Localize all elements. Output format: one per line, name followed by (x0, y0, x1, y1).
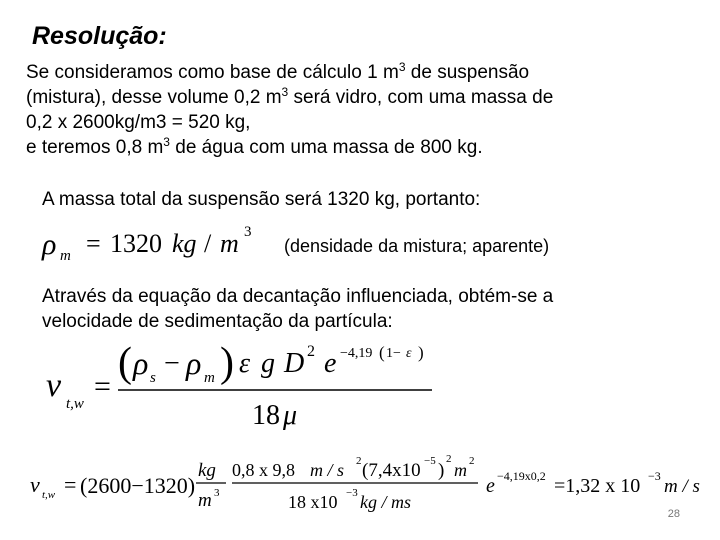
exponent-one-minus: 1− (386, 346, 401, 361)
fraction2-unit-exponent: 2 (356, 455, 362, 467)
diameter-square: 2 (446, 453, 452, 465)
fraction2-numerator-unit: m / s (310, 460, 345, 480)
right-paren: ) (220, 340, 234, 386)
page-number: 28 (667, 508, 680, 520)
velocity-intro-paragraph (42, 284, 702, 334)
fraction2-numerator-values: 0,8 x 9,8 (232, 460, 295, 480)
numeric-equation (26, 450, 710, 520)
equals-sign: = (64, 472, 77, 497)
text: (mistura), desse volume 0,2 m (26, 87, 282, 108)
exponent-coef: −4,19 (340, 346, 373, 361)
rho-s: ρ (133, 345, 149, 381)
epsilon: ε (239, 348, 251, 379)
intro-paragraph (26, 60, 706, 160)
velocity-subscript: t,w (42, 489, 56, 501)
text: Se consideramos como base de cálculo 1 m (26, 62, 399, 83)
fraction2-denominator: 18 x10 (288, 492, 338, 512)
total-mass-text: A massa total da suspensão será 1320 kg, portanto: (42, 189, 481, 210)
intro-line-3: 0,2 x 2600kg/m3 = 520 kg, (26, 112, 251, 133)
fraction1-exponent: 3 (214, 487, 220, 499)
velocity-intro-line-2: velocidade de sedimentação da partícula: (42, 311, 393, 332)
velocity-formula (40, 338, 460, 438)
velocity-symbol: v (30, 472, 40, 497)
minus-sign: − (164, 348, 180, 379)
equals-sign: = (94, 370, 111, 403)
particle-diameter: (7,4x10 (362, 460, 421, 481)
fraction2-area-unit: m (454, 460, 467, 480)
rho-symbol: ρ (42, 228, 57, 261)
unit-slash: / (204, 229, 212, 258)
result-unit: m / s (664, 476, 700, 497)
velocity-intro-line-1: Através da equação da decantação influenciada, obtém-se a (42, 286, 554, 307)
unit-kg: kg (172, 229, 197, 258)
euler-e: e (486, 475, 495, 497)
sub-m: m (204, 370, 215, 386)
rho-m: ρ (186, 345, 202, 381)
area-unit-exponent: 2 (469, 455, 475, 467)
fraction1-numerator: kg (198, 460, 216, 481)
diameter-close-paren: ) (438, 460, 445, 481)
text: de suspensão (405, 62, 530, 83)
exponent-epsilon: ε (406, 346, 412, 361)
superscript: 3 (398, 60, 406, 74)
diameter-exponent: −5 (424, 455, 436, 467)
intro-line-4 (26, 135, 706, 160)
density-difference: (2600−1320) (80, 473, 196, 498)
intro-line-2 (26, 85, 706, 110)
density-value: 1320 (110, 229, 162, 258)
velocity-subscript: t,w (66, 396, 84, 412)
text: será vidro, com uma massa de (288, 87, 554, 108)
diameter-exponent: 2 (307, 343, 315, 360)
superscript: 3 (281, 85, 289, 99)
result-exponent: −3 (648, 469, 661, 483)
text: e teremos 0,8 m (26, 137, 164, 158)
velocity-symbol: v (46, 367, 62, 404)
fraction1-denominator: m (198, 490, 212, 511)
denominator-mu: μ (283, 400, 298, 431)
exponent-value: −4,19x0,2 (497, 469, 546, 483)
denominator-18: 18 (252, 400, 280, 431)
superscript: 3 (163, 135, 170, 149)
euler-e: e (324, 348, 337, 379)
subscript-m: m (60, 248, 71, 264)
text: de água com uma massa de 800 kg. (169, 137, 483, 158)
equals-sign: = (86, 229, 101, 258)
viscosity-exponent: −3 (346, 487, 358, 499)
diameter-D: D (284, 348, 305, 379)
viscosity-unit: kg / ms (360, 492, 411, 512)
gravity-g: g (261, 348, 275, 379)
unit-m: m (220, 229, 239, 258)
intro-line-1 (26, 60, 706, 85)
exponent-paren-close: ) (418, 343, 424, 362)
exponent-paren-open: ( (379, 343, 385, 362)
unit-exponent: 3 (244, 224, 252, 240)
velocity-result: =1,32 x 10 (554, 475, 641, 497)
slide-title: Resolução: (32, 22, 167, 50)
density-equation (38, 222, 278, 272)
density-note: (densidade da mistura; aparente) (284, 236, 550, 256)
left-paren: ( (118, 340, 132, 386)
sub-s: s (150, 370, 156, 386)
